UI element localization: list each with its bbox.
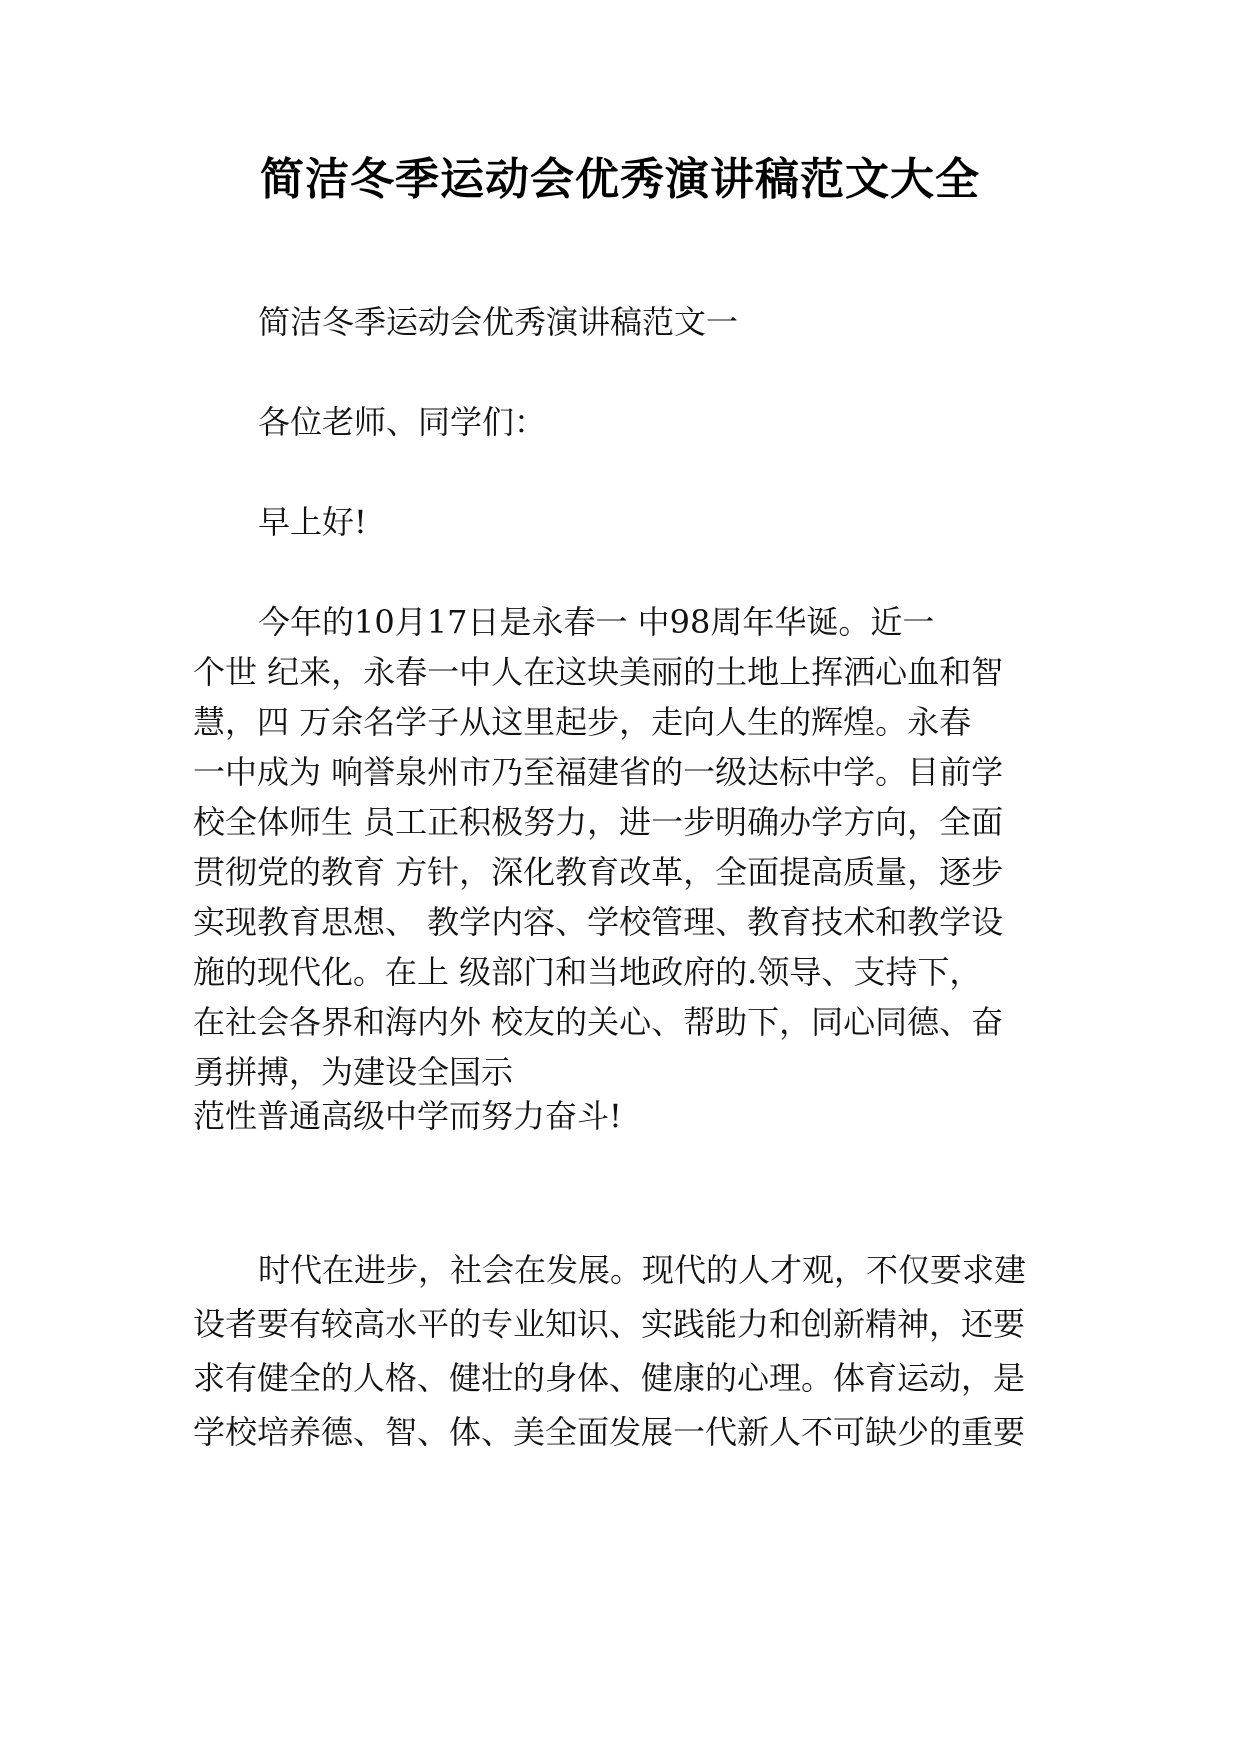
paragraph-line: 范性普通高级中学而努力奋斗! <box>193 1097 622 1135</box>
paragraph-line: 个世 纪来，永春一中人在这块美丽的土地上挥洒心血和智 <box>193 653 1004 691</box>
paragraph-line: 勇拼搏，为建设全国示 <box>193 1053 514 1091</box>
paragraph-line: 施的现代化。在上 级部门和当地政府的.领导、支持下， <box>193 953 982 991</box>
paragraph-line: 求有健全的人格、健壮的身体、健康的心理。体育运动，是 <box>193 1359 1026 1397</box>
paragraph-line: 学校培养德、智、体、美全面发展一代新人不可缺少的重要 <box>193 1413 1026 1451</box>
paragraph-line: 设者要有较高水平的专业知识、实践能力和创新精神，还要 <box>193 1305 1026 1343</box>
salutation: 各位老师、同学们： <box>258 403 547 441</box>
greeting: 早上好! <box>258 503 367 541</box>
paragraph-line: 一中成为 响誉泉州市乃至福建省的一级达标中学。目前学 <box>193 753 1004 791</box>
paragraph-line: 今年的10月17日是永春一 中98周年华诞。近一 <box>258 603 935 641</box>
paragraph-line: 实现教育思想、 教学内容、学校管理、教育技术和教学设 <box>193 903 1004 941</box>
paragraph-line: 校全体师生 员工正积极努力，进一步明确办学方向，全面 <box>193 803 1004 841</box>
paragraph-line: 慧，四 万余名学子从这里起步，走向人生的辉煌。永春 <box>193 703 972 741</box>
document-title: 简洁冬季运动会优秀演讲稿范文大全 <box>260 154 980 205</box>
subtitle: 简洁冬季运动会优秀演讲稿范文一 <box>258 303 739 341</box>
paragraph-line: 在社会各界和海内外 校友的关心、帮助下，同心同德、奋 <box>193 1003 1004 1041</box>
paragraph-line: 贯彻党的教育 方针，深化教育改革，全面提高质量，逐步 <box>193 853 1004 891</box>
paragraph-line: 时代在进步，社会在发展。现代的人才观，不仅要求建 <box>258 1251 1027 1289</box>
